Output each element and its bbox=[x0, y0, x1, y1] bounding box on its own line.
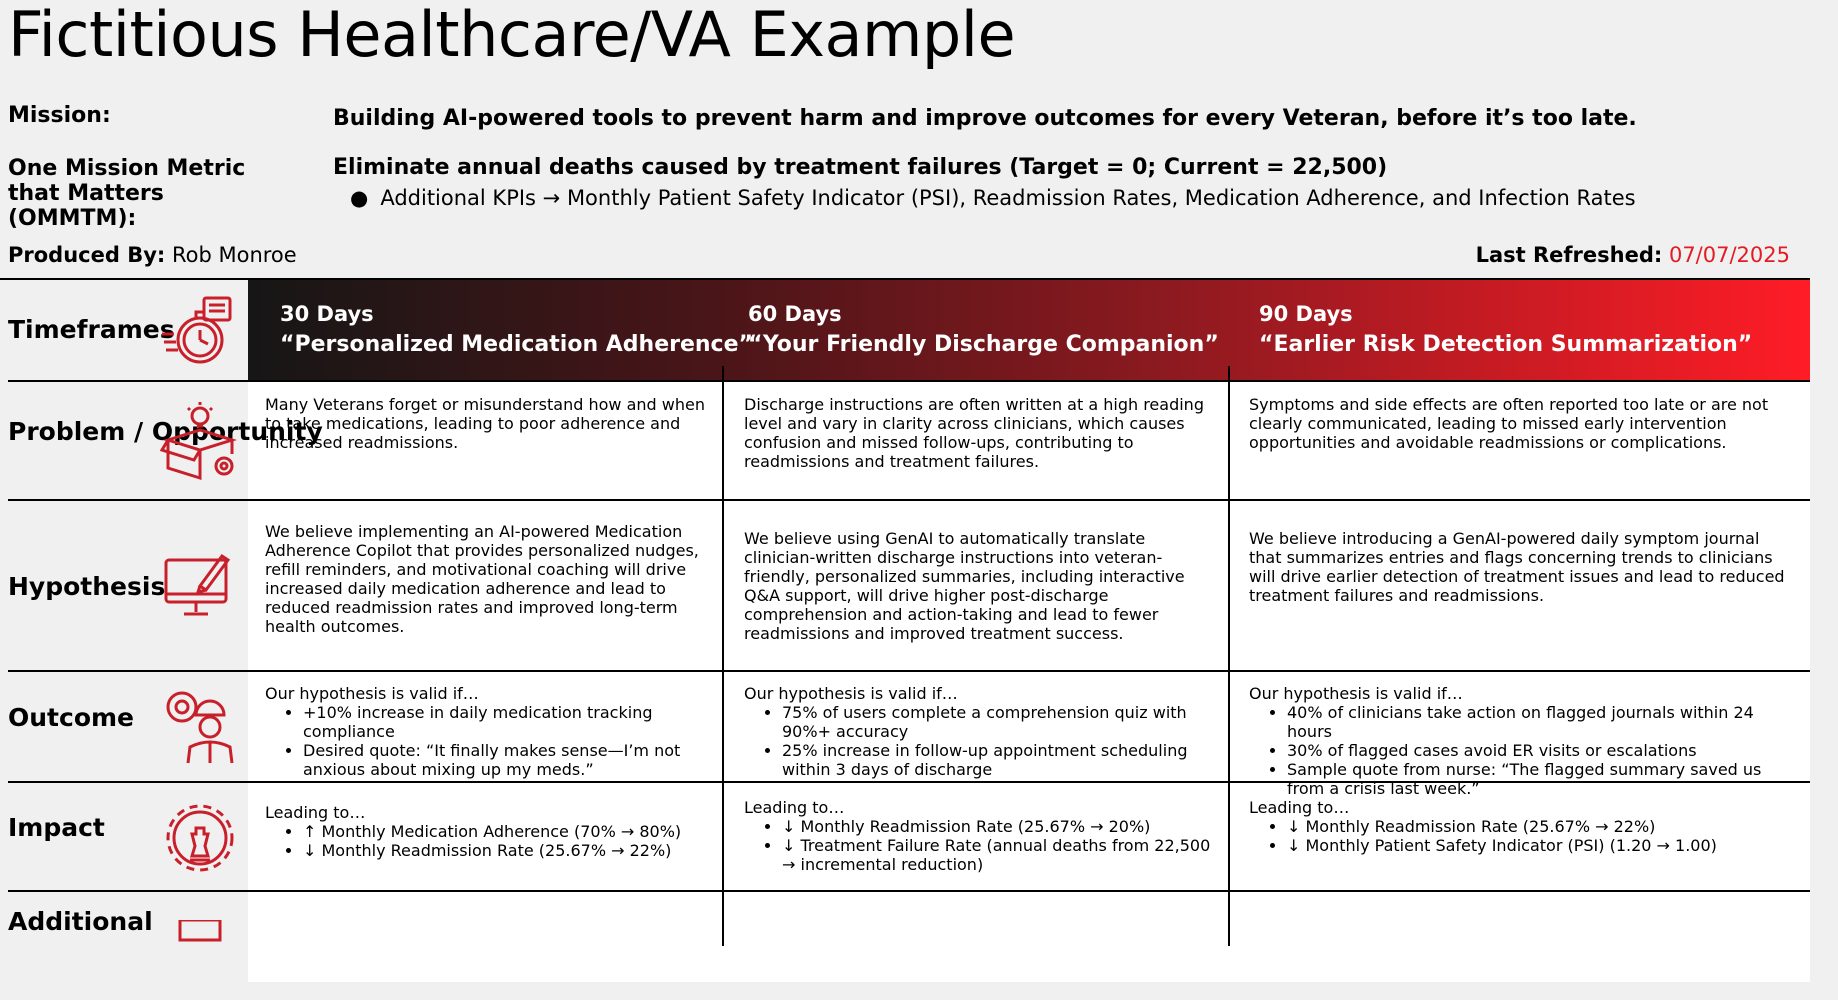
outcome-item: • 25% increase in follow-up appointment scheduling within 3 days of discharge bbox=[782, 741, 1214, 779]
column-name: “Your Friendly Discharge Companion” bbox=[748, 332, 1219, 357]
mission-value: Building AI-powered tools to prevent harm and improve outcomes for every Veteran, before it’s too late. bbox=[333, 106, 1637, 131]
impact-cell-60 bbox=[744, 798, 1214, 874]
gear-chess-icon bbox=[160, 798, 240, 878]
produced-by-value: Rob Monroe bbox=[171, 243, 297, 267]
row-divider bbox=[8, 890, 1810, 892]
impact-cell-30 bbox=[265, 803, 720, 860]
column-days: 30 Days bbox=[280, 302, 374, 326]
outcome-item: • Desired quote: “It finally makes sense—I’m not anxious about mixing up my meds.” bbox=[303, 741, 720, 779]
mission-label: Mission: bbox=[8, 103, 111, 128]
problem-cell-60: Discharge instructions are often written at a high reading level and vary in clarity across clinicians, which causes confusion and missed follow-ups, contributing to readmissions and treatment failures. bbox=[744, 395, 1204, 471]
impact-item: • ↓ Treatment Failure Rate (annual deaths from 22,500 → incremental reduction) bbox=[782, 836, 1214, 874]
kpi-bullet: ● bbox=[350, 186, 369, 210]
kpi-text: Additional KPIs → Monthly Patient Safety Indicator (PSI), Readmission Rates, Medication Adherence, and Infection Rates bbox=[380, 186, 1636, 210]
row-label-impact: Impact bbox=[8, 813, 105, 842]
kpi-list bbox=[350, 186, 1636, 210]
outcome-item: • +10% increase in daily medication tracking compliance bbox=[303, 703, 720, 741]
outcome-intro: Our hypothesis is valid if… bbox=[744, 684, 958, 703]
row-label-problem: Problem / Opportunity bbox=[8, 417, 323, 446]
row-divider bbox=[8, 380, 1810, 382]
produced-by bbox=[8, 243, 297, 267]
row-label-timeframes: Timeframes bbox=[8, 315, 175, 344]
hypothesis-cell-30: We believe implementing an AI-powered Medication Adherence Copilot that provides personalized nudges, refill reminders, and motivational coaching will drive increased daily medication adherence and lead to reduced readmission rates and improved long-term health outcomes. bbox=[265, 522, 699, 636]
column-header-60 bbox=[748, 302, 1219, 357]
column-days: 90 Days bbox=[1259, 302, 1353, 326]
problem-cell-30: Many Veterans forget or misunderstand how and when to take medications, leading to poor adherence and increased readmissions. bbox=[265, 395, 705, 452]
stopwatch-icon bbox=[160, 294, 240, 374]
impact-intro: Leading to… bbox=[744, 798, 845, 817]
page-title: Fictitious Healthcare/VA Example bbox=[8, 0, 1016, 71]
last-refreshed-label: Last Refreshed: bbox=[1475, 243, 1663, 267]
last-refreshed-date: 07/07/2025 bbox=[1668, 243, 1790, 267]
gear-worker-icon bbox=[160, 685, 240, 765]
outcome-item: • 40% of clinicians take action on flagged journals within 24 hours bbox=[1287, 703, 1794, 741]
impact-item: • ↓ Monthly Readmission Rate (25.67% → 20%) bbox=[782, 817, 1214, 836]
column-header-90 bbox=[1259, 302, 1752, 357]
hypothesis-cell-90: We believe introducing a GenAI-powered daily symptom journal that summarizes entries and flags concerning trends to clinicians will drive earlier detection of treatment issues and lead to reduced treatment failures and readmissions. bbox=[1249, 529, 1785, 605]
outcome-item: • 75% of users complete a comprehension quiz with 90%+ accuracy bbox=[782, 703, 1214, 741]
column-days: 60 Days bbox=[748, 302, 842, 326]
impact-item: • ↓ Monthly Readmission Rate (25.67% → 22%) bbox=[1287, 817, 1794, 836]
additional-icon bbox=[160, 920, 240, 1000]
outcome-cell-90 bbox=[1249, 684, 1794, 798]
row-divider bbox=[8, 670, 1810, 672]
problem-cell-90: Symptoms and side effects are often reported too late or are not clearly communicated, leading to missed early intervention opportunities and avoidable readmissions or complications. bbox=[1249, 395, 1769, 452]
impact-item: • ↓ Monthly Readmission Rate (25.67% → 22%) bbox=[303, 841, 720, 860]
monitor-pen-icon bbox=[160, 546, 240, 626]
row-label-outcome: Outcome bbox=[8, 703, 135, 732]
outcome-cell-60 bbox=[744, 684, 1214, 779]
produced-by-label: Produced By: bbox=[8, 243, 166, 267]
outcome-item: • 30% of flagged cases avoid ER visits or escalations bbox=[1287, 741, 1794, 760]
grid-body bbox=[248, 382, 1810, 982]
column-name: “Earlier Risk Detection Summarization” bbox=[1259, 332, 1753, 357]
roadmap-grid bbox=[0, 278, 1810, 940]
outcome-intro: Our hypothesis is valid if… bbox=[265, 684, 479, 703]
impact-item: • ↓ Monthly Patient Safety Indicator (PSI) (1.20 → 1.00) bbox=[1287, 836, 1794, 855]
ommtm-label: One Mission Metric that Matters (OMMTM): bbox=[8, 156, 246, 231]
outcome-intro: Our hypothesis is valid if… bbox=[1249, 684, 1463, 703]
impact-item: • ↑ Monthly Medication Adherence (70% → 80%) bbox=[303, 822, 720, 841]
outcome-item: • Sample quote from nurse: “The flagged summary saved us from a crisis last week.” bbox=[1287, 760, 1794, 798]
row-divider bbox=[8, 499, 1810, 501]
column-name: “Personalized Medication Adherence” bbox=[280, 332, 753, 357]
impact-intro: Leading to… bbox=[1249, 798, 1350, 817]
box-idea-icon bbox=[160, 402, 240, 482]
ommtm-value: Eliminate annual deaths caused by treatment failures (Target = 0; Current = 22,500) bbox=[333, 155, 1388, 180]
last-refreshed bbox=[1476, 243, 1790, 267]
row-label-additional: Additional bbox=[8, 907, 153, 936]
column-divider bbox=[1228, 366, 1230, 946]
row-label-hypothesis: Hypothesis bbox=[8, 572, 166, 601]
hypothesis-cell-60: We believe using GenAI to automatically translate clinician-written discharge instructions into veteran-friendly, personalized summaries, including interactive Q&A support, will drive higher post-discharge comprehension and action-taking and lead to fewer readmissions and improved treatment success. bbox=[744, 529, 1185, 643]
impact-intro: Leading to… bbox=[265, 803, 366, 822]
impact-cell-90 bbox=[1249, 798, 1794, 855]
outcome-cell-30 bbox=[265, 684, 720, 779]
timeframes-header bbox=[248, 280, 1810, 380]
column-header-30 bbox=[280, 302, 753, 357]
column-divider bbox=[722, 366, 724, 946]
